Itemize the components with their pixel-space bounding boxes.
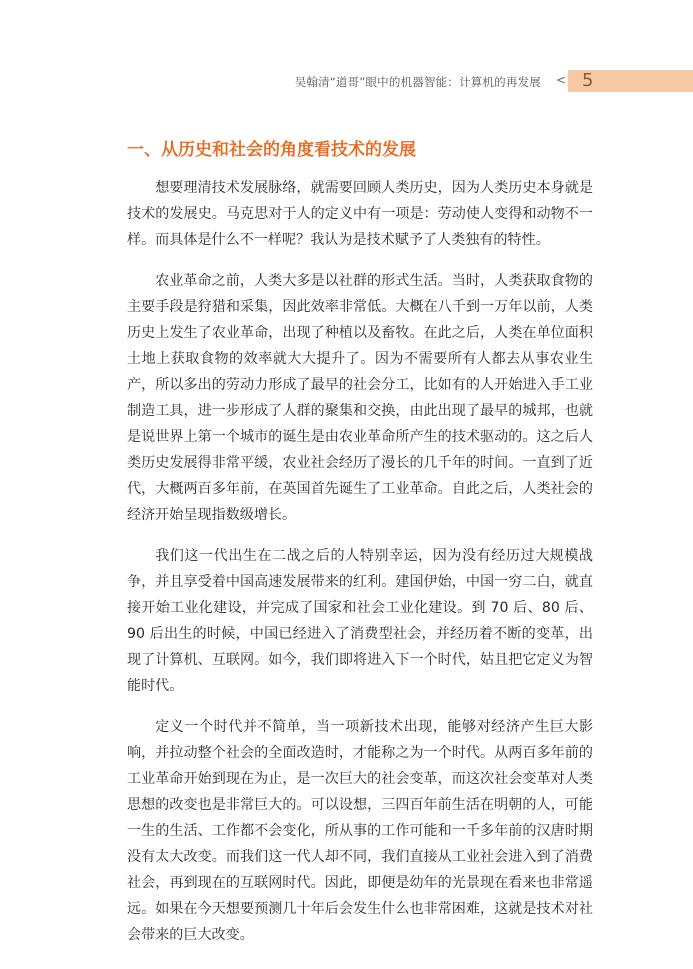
- body-text: [127, 175, 593, 963]
- paragraph-2: 农业革命之前，人类大多是以社群的形式生活。当时，人类获取食物的主要手段是狩猎和采集，因此效率非常低。大概在八千到一万年以前，人类历史上发生了农业革命，出现了种植以及畜牧。在此之后，人类在单位面积土地上获取食物的效率就大大提升了。因为不需要所有人都去从事农业生产，所以多出的劳动力形成了最早的社会分工，比如有的人开始进入手工业制造工具，进一步形成了人群的聚集和交换，由此出现了最早的城邦，也就是说世界上第一个城市的诞生是由农业革命所产生的技术驱动的。这之后人类历史发展得非常平缓，农业社会经历了漫长的几千年的时间。一直到了近代，大概两百多年前，在英国首先诞生了工业革命。自此之后，人类社会的经济开始呈现指数级增长。: [127, 273, 593, 523]
- running-header: [0, 70, 693, 94]
- paragraph-1: 想要理清技术发展脉络，就需要回顾人类历史，因为人类历史本身就是技术的发展史。马克思对于人的定义中有一项是：劳动使人变得和动物不一样。而具体是什么不一样呢？我认为是技术赋予了人类独有的特性。: [127, 180, 593, 248]
- section-heading: 一、从历史和社会的角度看技术的发展: [127, 140, 416, 160]
- running-header-title: 吴翰清“道哥”眼中的机器智能：计算机的再发展: [294, 75, 541, 89]
- page-number-tab: [568, 70, 693, 92]
- paragraph-4: 定义一个时代并不简单，当一项新技术出现，能够对经济产生巨大影响，并拉动整个社会的全面改造时，才能称之为一个时代。从两百多年前的工业革命开始到现在为止，是一次巨大的社会变革，而这次社会变革对人类思想的改变也是非常巨大的。可以设想，三四百年前生活在明朝的人，可能一生的生活、工作都不会变化，所从事的工作可能和一千多年前的汉唐时期没有太大改变。而我们这一代人却不同，我们直接从工业社会进入到了消费社会，再到现在的互联网时代。因此，即便是幼年的光景现在看来也非常遥远。如果在今天想要预测几十年后会发生什么也非常困难，这就是技术对社会带来的巨大改变。: [127, 719, 593, 943]
- chevron-left-icon: <: [556, 73, 567, 87]
- paragraph-3: 我们这一代出生在二战之后的人特别幸运，因为没有经历过大规模战争，并且享受着中国高速发展带来的红利。建国伊始，中国一穷二白，就直接开始工业化建设，并完成了国家和社会工业化建设。到 70 后、80 后、90 后出生的时候，中国已经进入了消费型社会，并经历着不断的变革，出现了计算机、互联网。如今，我们即将进入下一个时代，姑且把它定义为智能时代。: [127, 548, 593, 694]
- page-number: 5: [582, 70, 594, 91]
